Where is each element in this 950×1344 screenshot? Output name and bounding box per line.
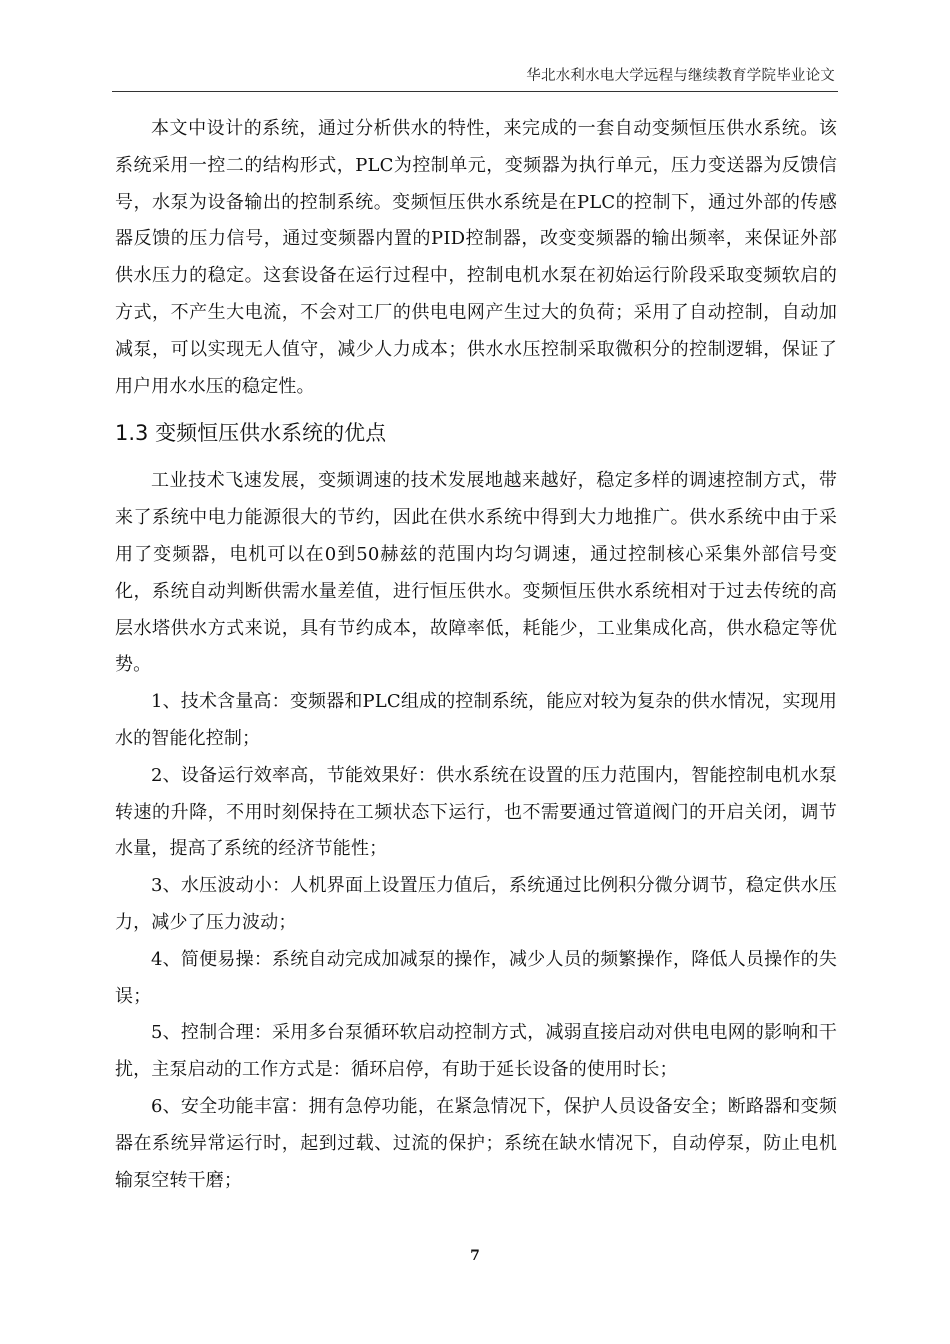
advantage-item-1: 1、技术含量高：变频器和PLC组成的控制系统，能应对较为复杂的供水情况，实现用水的智能化控制； bbox=[115, 691, 837, 749]
advantage-item-6: 6、安全功能丰富：拥有急停功能，在紧急情况下，保护人员设备安全；断路器和变频器在系统异常运行时，起到过载、过流的保护；系统在缺水情况下，自动停泵，防止电机输泵空转干磨； bbox=[115, 1095, 837, 1191]
page-body bbox=[115, 111, 837, 1199]
section-heading: 1.3 变频恒压供水系统的优点 bbox=[115, 421, 387, 446]
advantage-item-3: 3、水压波动小：人机界面上设置压力值后，系统通过比例积分微分调节，稳定供水压力，减少了压力波动； bbox=[115, 875, 837, 933]
running-header: 华北水利水电大学远程与继续教育学院毕业论文 bbox=[526, 68, 835, 84]
advantage-item-5: 5、控制合理：采用多台泵循环软启动控制方式，减弱直接启动对供电电网的影响和干扰，主泵启动的工作方式是：循环启停，有助于延长设备的使用时长； bbox=[115, 1022, 837, 1081]
page-number: 7 bbox=[470, 1248, 480, 1264]
advantage-item-2: 2、设备运行效率高，节能效果好：供水系统在设置的压力范围内，智能控制电机水泵转速的升降，不用时刻保持在工频状态下运行，也不需要通过管道阀门的开启关闭，调节水量，提高了系统的经济节能性； bbox=[115, 764, 837, 860]
header-rule bbox=[112, 91, 838, 92]
intro-paragraph: 本文中设计的系统，通过分析供水的特性，来完成的一套自动变频恒压供水系统。该系统采用一控二的结构形式，PLC为控制单元，变频器为执行单元，压力变送器为反馈信号，水泵为设备输出的控制系统。变频恒压供水系统是在PLC的控制下，通过外部的传感器反馈的压力信号，通过变频器内置的PID控制器，改变变频器的输出频率，来保证外部供水压力的稳定。这套设备在运行过程中，控制电机水泵在初始运行阶段采取变频软启的方式，不产生大电流，不会对工厂的供电电网产生过大的负荷；采用了自动控制，自动加减泵，可以实现无人值守，减少人力成本；供水水压控制采取微积分的控制逻辑，保证了用户用水水压的稳定性。 bbox=[115, 118, 837, 397]
advantage-item-4: 4、简便易操：系统自动完成加减泵的操作，减少人员的频繁操作，降低人员操作的失误； bbox=[115, 948, 837, 1007]
section-paragraph: 工业技术飞速发展，变频调速的技术发展地越来越好，稳定多样的调速控制方式，带来了系统中电力能源很大的节约，因此在供水系统中得到大力地推广。供水系统中由于采用了变频器，电机可以在0到50赫兹的范围内均匀调速，通过控制核心采集外部信号变化，系统自动判断供需水量差值，进行恒压供水。变频恒压供水系统相对于过去传统的高层水塔供水方式来说，具有节约成本，故障率低，耗能少，工业集成化高，供水稳定等优势。 bbox=[115, 470, 837, 676]
